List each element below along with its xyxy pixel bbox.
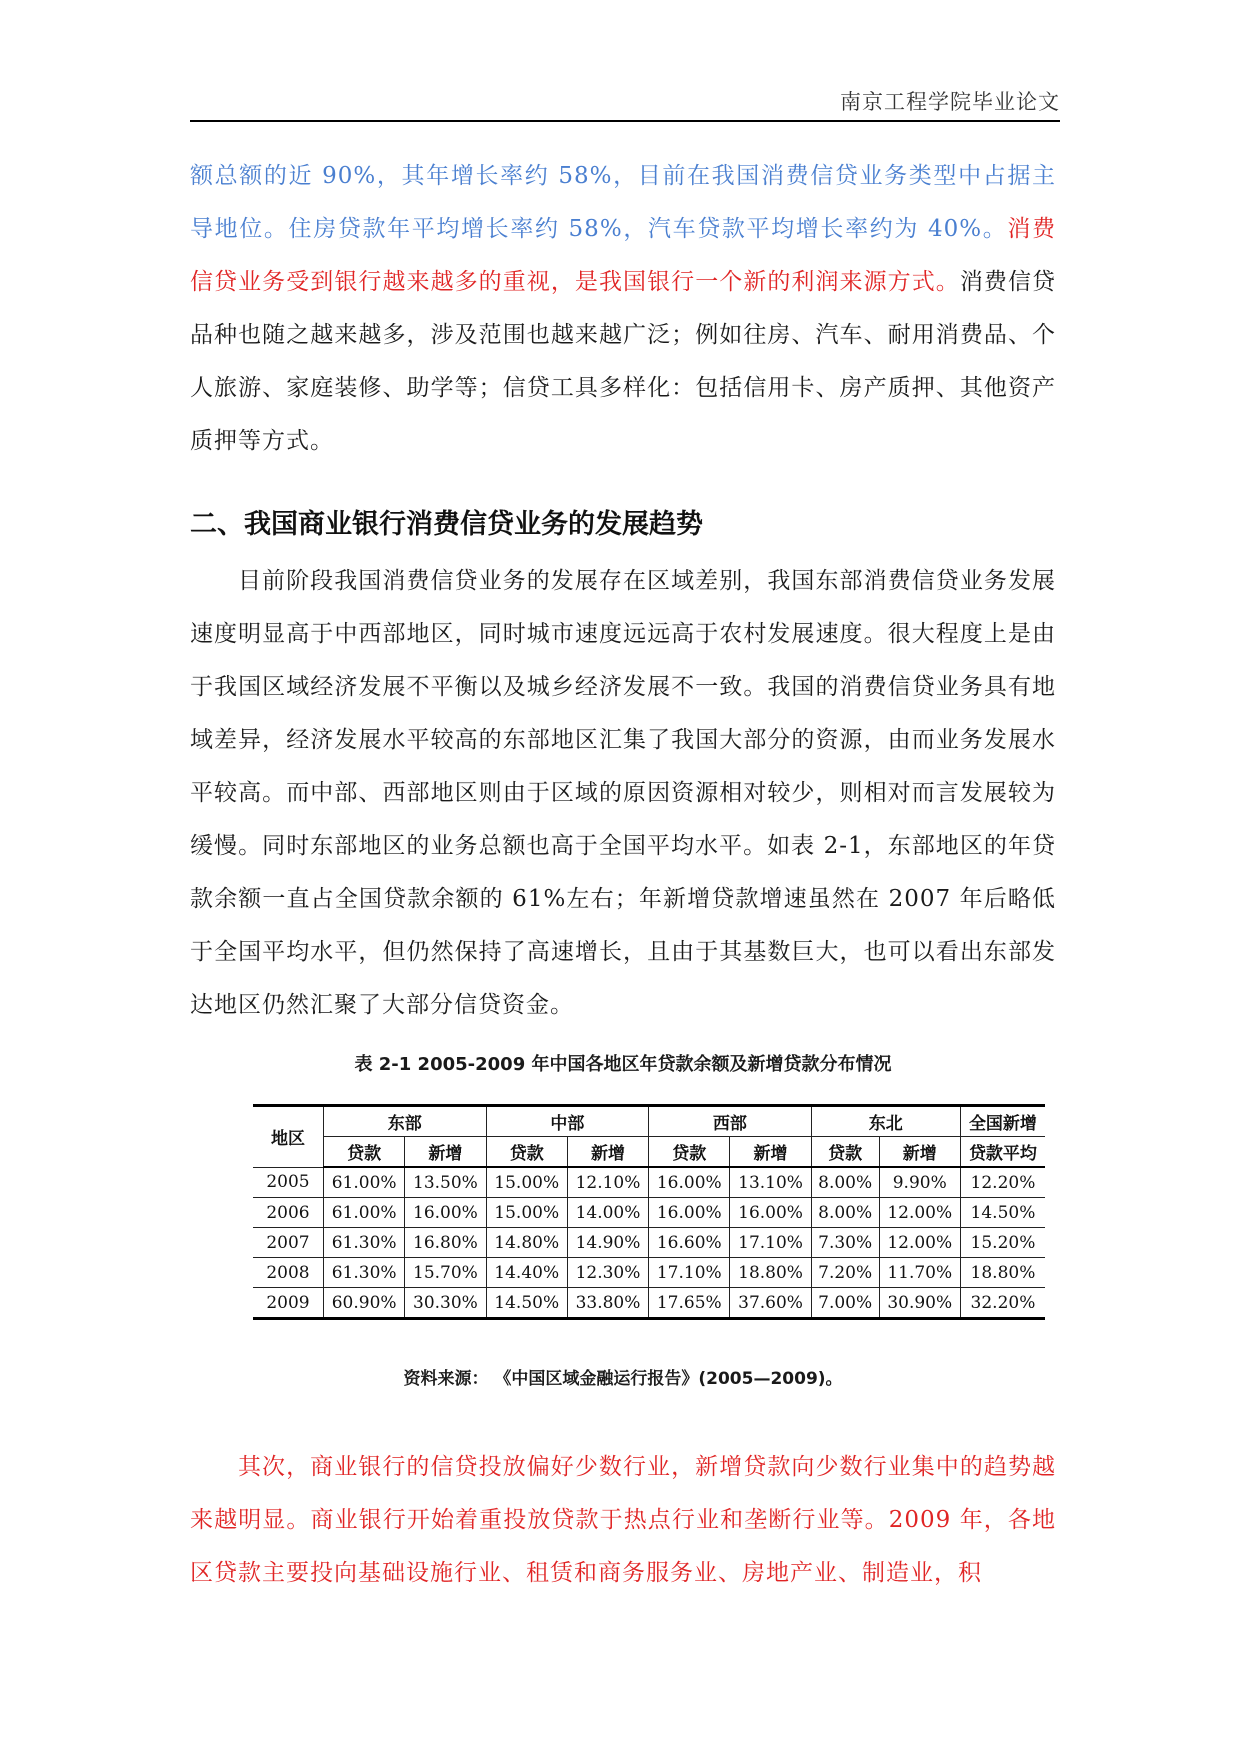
table-subheader-new: 新增 xyxy=(879,1137,960,1168)
table-cell: 32.20% xyxy=(960,1288,1045,1319)
table-row xyxy=(253,1288,1045,1319)
loan-table-container xyxy=(253,1104,1045,1320)
table-cell: 7.30% xyxy=(811,1228,879,1258)
table-cell-year: 2007 xyxy=(253,1228,324,1258)
table-subheader-loan: 贷款 xyxy=(811,1137,879,1168)
table-cell: 11.70% xyxy=(879,1258,960,1288)
table-cell-year: 2005 xyxy=(253,1167,324,1198)
table-cell: 14.50% xyxy=(960,1198,1045,1228)
table-header-national: 全国新增 xyxy=(960,1106,1045,1137)
table-cell: 7.00% xyxy=(811,1288,879,1319)
table-cell: 17.65% xyxy=(649,1288,730,1319)
header-rule xyxy=(190,120,1060,122)
table-cell: 9.90% xyxy=(879,1167,960,1198)
table-cell-year: 2008 xyxy=(253,1258,324,1288)
table-cell: 30.30% xyxy=(405,1288,486,1319)
table-cell: 16.60% xyxy=(649,1228,730,1258)
table-row xyxy=(253,1228,1045,1258)
table-subheader-loan: 贷款 xyxy=(649,1137,730,1168)
paragraph-1-blue-text: 额总额的近 90%，其年增长率约 58%，目前在我国消费信贷业务类型中占据主导地位。住房贷款年平均增长率约 58%，汽车贷款平均增长率约为 40%。 xyxy=(190,163,1056,242)
table-header-group: 中部 xyxy=(486,1106,649,1137)
table-cell: 30.90% xyxy=(879,1288,960,1319)
table-cell: 17.10% xyxy=(730,1228,811,1258)
page-header: 南京工程学院毕业论文 xyxy=(840,90,1060,114)
table-cell: 14.50% xyxy=(486,1288,567,1319)
table-subheader-new: 新增 xyxy=(730,1137,811,1168)
table-cell: 60.90% xyxy=(324,1288,405,1319)
table-cell: 18.80% xyxy=(730,1258,811,1288)
table-cell: 14.90% xyxy=(567,1228,648,1258)
table-cell: 7.20% xyxy=(811,1258,879,1288)
table-row xyxy=(253,1167,1045,1198)
table-cell: 15.00% xyxy=(486,1198,567,1228)
table-cell: 14.40% xyxy=(486,1258,567,1288)
table-cell: 17.10% xyxy=(649,1258,730,1288)
paragraph-3: 其次，商业银行的信贷投放偏好少数行业，新增贷款向少数行业集中的趋势越来越明显。商业银行开始着重投放贷款于热点行业和垄断行业等。2009 年，各地区贷款主要投向基础设施行业、租赁和商务服务业、房地产业、制造业，积 xyxy=(190,1454,1056,1586)
table-cell: 61.30% xyxy=(324,1228,405,1258)
table-caption: 表 2-1 2005-2009 年中国各地区年贷款余额及新增贷款分布情况 xyxy=(354,1054,892,1075)
table-cell: 61.00% xyxy=(324,1167,405,1198)
table-subheader-national: 贷款平均 xyxy=(960,1137,1045,1168)
table-header-region: 地区 xyxy=(253,1106,324,1168)
paragraph-1-black-text: 消费信贷品种也随之越来越多，涉及范围也越来越广泛；例如往房、汽车、耐用消费品、个人旅游、家庭装修、助学等；信贷工具多样化：包括信用卡、房产质押、其他资产质押等方式。 xyxy=(190,269,1056,454)
table-subheader-loan: 贷款 xyxy=(486,1137,567,1168)
table-cell: 18.80% xyxy=(960,1258,1045,1288)
table-cell: 61.30% xyxy=(324,1258,405,1288)
paragraph-2: 目前阶段我国消费信贷业务的发展存在区域差别，我国东部消费信贷业务发展速度明显高于中西部地区，同时城市速度远远高于农村发展速度。很大程度上是由于我国区域经济发展不平衡以及城乡经济发展不一致。我国的消费信贷业务具有地域差异，经济发展水平较高的东部地区汇集了我国大部分的资源，由而业务发展水平较高。而中部、西部地区则由于区域的原因资源相对较少，则相对而言发展较为缓慢。同时东部地区的业务总额也高于全国平均水平。如表 2-1，东部地区的年贷款余额一直占全国贷款余额的 61%左右；年新增贷款增速虽然在 2007 年后略低于全国平均水平，但仍然保持了高速增长，且由于其基数巨大，也可以看出东部发达地区仍然汇聚了大部分信贷资金。 xyxy=(190,568,1056,1018)
paragraph-1 xyxy=(190,150,1056,468)
table-cell: 15.20% xyxy=(960,1228,1045,1258)
table-cell: 16.00% xyxy=(649,1198,730,1228)
table-subheader-new: 新增 xyxy=(405,1137,486,1168)
table-cell: 16.00% xyxy=(730,1198,811,1228)
section-heading: 二、我国商业银行消费信贷业务的发展趋势 xyxy=(190,509,703,540)
table-cell: 12.10% xyxy=(567,1167,648,1198)
table-subheader-loan: 贷款 xyxy=(324,1137,405,1168)
table-cell: 14.00% xyxy=(567,1198,648,1228)
table-header-group: 西部 xyxy=(649,1106,812,1137)
table-cell: 12.00% xyxy=(879,1228,960,1258)
table-subheader-new: 新增 xyxy=(567,1137,648,1168)
loan-table xyxy=(253,1104,1045,1320)
table-cell: 12.20% xyxy=(960,1167,1045,1198)
table-cell: 61.00% xyxy=(324,1198,405,1228)
paragraph-1-red-text: 消费信贷业务受到银行越来越多的重视，是我国银行一个新的利润来源方式。 xyxy=(190,216,1056,295)
table-cell: 8.00% xyxy=(811,1167,879,1198)
table-cell: 16.80% xyxy=(405,1228,486,1258)
table-row xyxy=(253,1258,1045,1288)
table-header-group: 东北 xyxy=(811,1106,960,1137)
table-source-note: 资料来源： 《中国区域金融运行报告》(2005—2009)。 xyxy=(403,1369,843,1389)
table-cell: 15.00% xyxy=(486,1167,567,1198)
table-cell: 12.30% xyxy=(567,1258,648,1288)
table-cell: 12.00% xyxy=(879,1198,960,1228)
table-cell-year: 2009 xyxy=(253,1288,324,1319)
table-cell: 13.10% xyxy=(730,1167,811,1198)
table-cell-year: 2006 xyxy=(253,1198,324,1228)
table-cell: 16.00% xyxy=(649,1167,730,1198)
table-cell: 14.80% xyxy=(486,1228,567,1258)
table-cell: 15.70% xyxy=(405,1258,486,1288)
table-cell: 13.50% xyxy=(405,1167,486,1198)
table-header-group: 东部 xyxy=(324,1106,487,1137)
table-cell: 8.00% xyxy=(811,1198,879,1228)
table-row xyxy=(253,1198,1045,1228)
table-cell: 37.60% xyxy=(730,1288,811,1319)
table-cell: 16.00% xyxy=(405,1198,486,1228)
table-cell: 33.80% xyxy=(567,1288,648,1319)
